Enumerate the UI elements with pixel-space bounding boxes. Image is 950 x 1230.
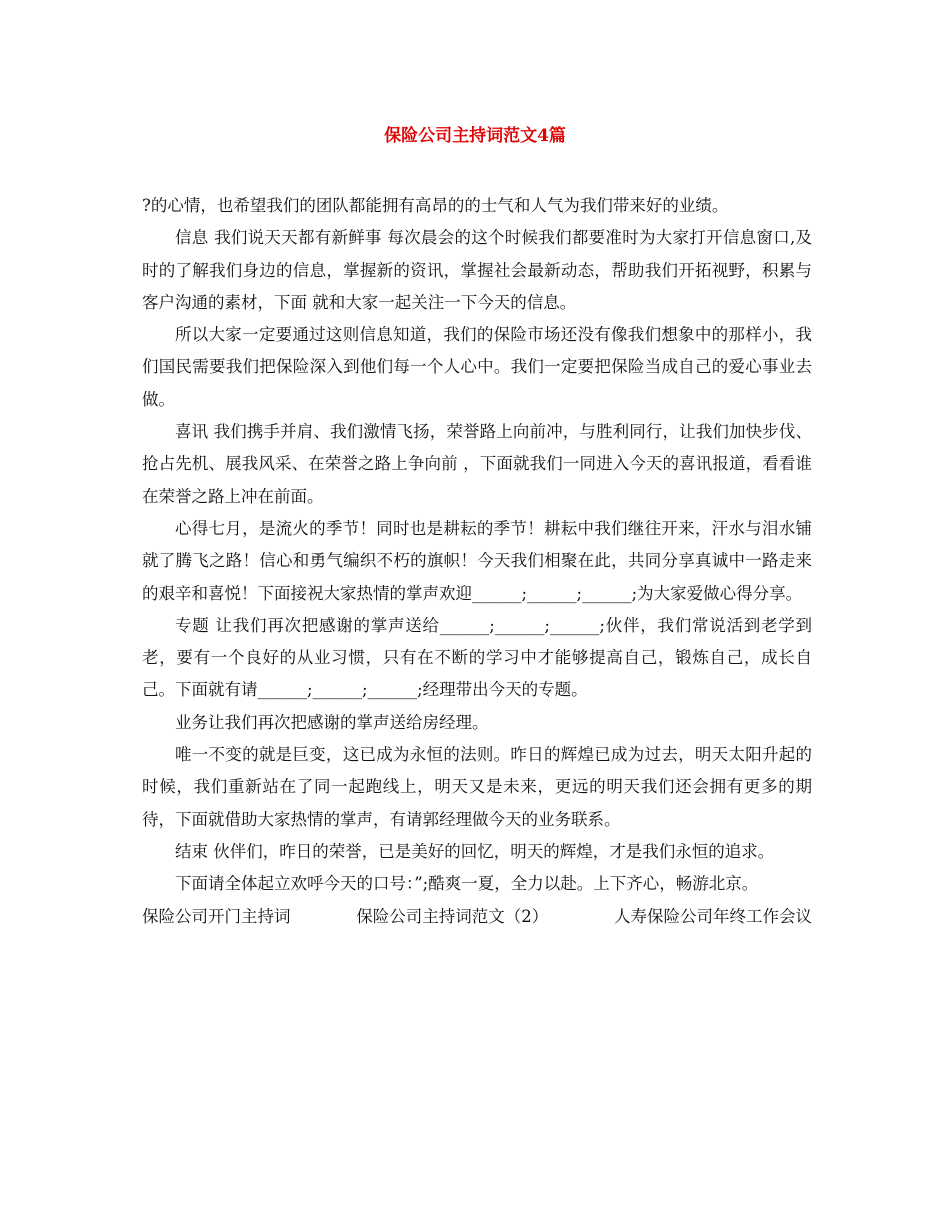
paragraph-closing: 结束 伙伴们，昨日的荣誉，已是美好的回忆，明天的辉煌，才是我们永恒的追求。	[175, 841, 775, 861]
paragraph-info: 信息 我们说天天都有新鲜事 每次晨会的这个时候我们都要准时为大家打开信息窗口,及时的了解我们身边的信息，掌握新的资讯，掌握社会最新动态，帮助我们开拓视野，积累与客户沟通的素材，下面 就和大家一起关注一下今天的信息。	[142, 228, 812, 312]
paragraph-good-news: 喜讯 我们携手并肩、我们激情飞扬，荣誉路上向前冲，与胜利同行，让我们加快步伐、抢占先机、展我风采、在荣誉之路上争向前 ，下面就我们一同进入今天的喜讯报道，看看谁在荣誉之路上冲在前面。	[142, 422, 812, 506]
paragraph-continued: ?的心情，也希望我们的团队都能拥有高昂的的士气和人气为我们带来好的业绩。	[142, 196, 729, 215]
paragraph-business: 业务让我们再次把感谢的掌声送给房经理。	[175, 712, 489, 732]
paragraph-market: 所以大家一定要通过这则信息知道，我们的保险市场还没有像我们想象中的那样小，我们国民需要我们把保险深入到他们每一个人心中。我们一定要把保险当成自己的爱心事业去做。	[142, 325, 812, 409]
document-body	[142, 190, 812, 933]
related-link-year-end-meeting[interactable]: 人寿保险公司年终工作会议	[614, 906, 812, 926]
related-links	[142, 901, 812, 933]
related-link-host-speech-2[interactable]: 保险公司主持词范文（2）	[356, 906, 549, 926]
related-link-opening-speech[interactable]: 保险公司开门主持词	[142, 906, 291, 926]
paragraph-change: 唯一不变的就是巨变，这已成为永恒的法则。昨日的辉煌已成为过去，明天太阳升起的时候，我们重新站在了同一起跑线上，明天又是未来，更远的明天我们还会拥有更多的期待，下面就借助大家热情的掌声，有请郭经理做今天的业务联系。	[142, 745, 812, 829]
paragraph-topic: 专题 让我们再次把感谢的掌声送给______;______;______;伙伴，我们常说活到老学到老，要有一个良好的从业习惯，只有在不断的学习中才能够提高自己，锻炼自己，成长自己。下面就有请______;______;______;经理带出今天的专题。	[142, 615, 812, 700]
paragraph-experience: 心得七月，是流火的季节！同时也是耕耘的季节！耕耘中我们继往开来，汗水与泪水铺就了腾飞之路！信心和勇气编织不朽的旗帜！今天我们相聚在此，共同分享真诚中一路走来的艰辛和喜悦！下面接祝大家热情的掌声欢迎______;______;______;为大家爱做心得分享。	[142, 518, 812, 603]
document-title: 保险公司主持词范文4篇	[384, 126, 566, 146]
paragraph-slogan: 下面请全体起立欢呼今天的口号：”;酷爽一夏，全力以赴。上下齐心，畅游北京。	[175, 874, 759, 894]
